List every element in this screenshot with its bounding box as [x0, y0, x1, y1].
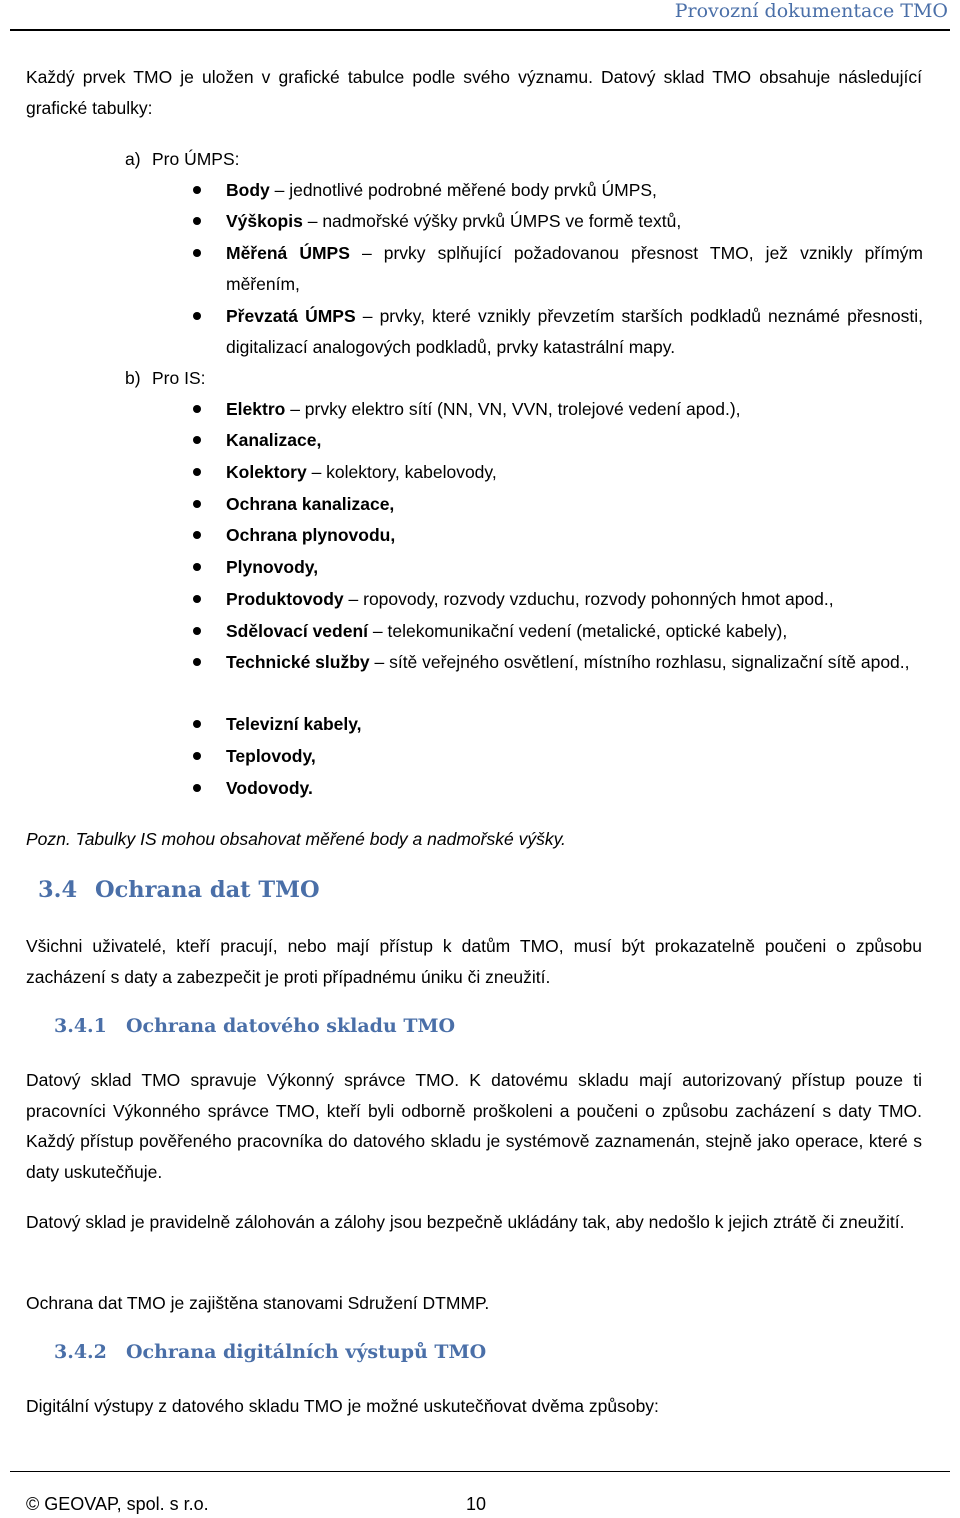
section-b-label	[125, 363, 206, 393]
section-a-title: Pro ÚMPS:	[152, 149, 240, 169]
heading-3-4-1	[54, 1012, 455, 1040]
list-item: Převzatá ÚMPS – prvky, které vznikly převzetím starších podkladů neznámé přesnosti, digitalizací analogových podkladů, prvky katastrální mapy.	[226, 306, 923, 357]
heading-number: 3.4.2	[54, 1341, 107, 1363]
bullet-icon	[193, 249, 201, 257]
list-item: Kolektory – kolektory, kabelovody,	[226, 462, 497, 482]
heading-title: Ochrana dat TMO	[95, 877, 320, 903]
page-number: 10	[466, 1494, 487, 1514]
section-a-label	[125, 144, 240, 174]
header-divider	[10, 29, 950, 31]
footer-copyright: © GEOVAP, spol. s r.o.	[26, 1494, 209, 1514]
bullet-icon	[193, 784, 201, 792]
paragraph: Datový sklad TMO spravuje Výkonný správce TMO. K datovému skladu mají autorizovaný přístup pouze ti pracovníci Výkonného správce TMO, kteří byli odborně proškoleni a poučeni o způsobu zacházení s daty TMO. Každý přístup pověřeného pracovníka do datového skladu je systémově zaznamenán, stejně jako operace, které s daty uskutečňuje.	[26, 1070, 922, 1182]
bullet-icon	[193, 595, 201, 603]
bullet-icon	[193, 186, 201, 194]
heading-3-4	[38, 874, 320, 906]
bullet-icon	[193, 312, 201, 320]
list-item: Technické služby – sítě veřejného osvětlení, místního rozhlasu, signalizační sítě apod.,	[226, 652, 910, 672]
bullet-icon	[193, 217, 201, 225]
heading-3-4-2	[54, 1338, 486, 1366]
list-item: Ochrana kanalizace,	[226, 494, 395, 514]
footer-divider	[10, 1471, 950, 1472]
bullet-icon	[193, 436, 201, 444]
heading-title: Ochrana datového skladu TMO	[126, 1015, 456, 1037]
heading-number: 3.4.1	[54, 1015, 107, 1037]
paragraph: Všichni uživatelé, kteří pracují, nebo mají přístup k datům TMO, musí být prokazatelně poučeni o způsobu zacházení s daty a zabezpečit je proti případnému úniku či zneužití.	[26, 936, 922, 987]
bullet-icon	[193, 468, 201, 476]
list-item: Body – jednotlivé podrobné měřené body prvků ÚMPS,	[226, 180, 657, 200]
list-item: Měřená ÚMPS – prvky splňující požadovanou přesnost TMO, jež vznikly přímým měřením,	[226, 243, 923, 294]
section-b-title: Pro IS:	[152, 368, 206, 388]
bullet-icon	[193, 531, 201, 539]
paragraph: Digitální výstupy z datového skladu TMO je možné uskutečňovat dvěma způsoby:	[26, 1396, 659, 1416]
note: Pozn. Tabulky IS mohou obsahovat měřené body a nadmořské výšky.	[26, 829, 566, 849]
heading-title: Ochrana digitálních výstupů TMO	[126, 1341, 487, 1363]
bullet-icon	[193, 627, 201, 635]
bullet-icon	[193, 405, 201, 413]
intro-paragraph: Každý prvek TMO je uložen v grafické tabulce podle svého významu. Datový sklad TMO obsahuje následující grafické tabulky:	[26, 67, 922, 118]
header-title: Provozní dokumentace TMO	[674, 0, 948, 22]
bullet-icon	[193, 563, 201, 571]
list-item: Ochrana plynovodu,	[226, 525, 396, 545]
list-item: Plynovody,	[226, 557, 319, 577]
bullet-icon	[193, 500, 201, 508]
section-a-letter: a)	[125, 149, 141, 169]
list-item: Teplovody,	[226, 746, 316, 766]
list-item: Elektro – prvky elektro sítí (NN, VN, VVN, trolejové vedení apod.),	[226, 399, 741, 419]
list-item: Televizní kabely,	[226, 714, 362, 734]
heading-number: 3.4	[38, 877, 78, 903]
bullet-icon	[193, 720, 201, 728]
list-item: Výškopis – nadmořské výšky prvků ÚMPS ve formě textů,	[226, 211, 682, 231]
list-item: Produktovody – ropovody, rozvody vzduchu, rozvody pohonných hmot apod.,	[226, 589, 834, 609]
bullet-icon	[193, 752, 201, 760]
list-item: Vodovody.	[226, 778, 313, 798]
bullet-icon	[193, 658, 201, 666]
section-b-letter: b)	[125, 368, 141, 388]
paragraph: Ochrana dat TMO je zajištěna stanovami Sdružení DTMMP.	[26, 1293, 490, 1313]
list-item: Sdělovací vedení – telekomunikační vedení (metalické, optické kabely),	[226, 621, 788, 641]
paragraph: Datový sklad je pravidelně zálohován a zálohy jsou bezpečně ukládány tak, aby nedošlo k jejich ztrátě či zneužití.	[26, 1212, 905, 1232]
list-item: Kanalizace,	[226, 430, 322, 450]
